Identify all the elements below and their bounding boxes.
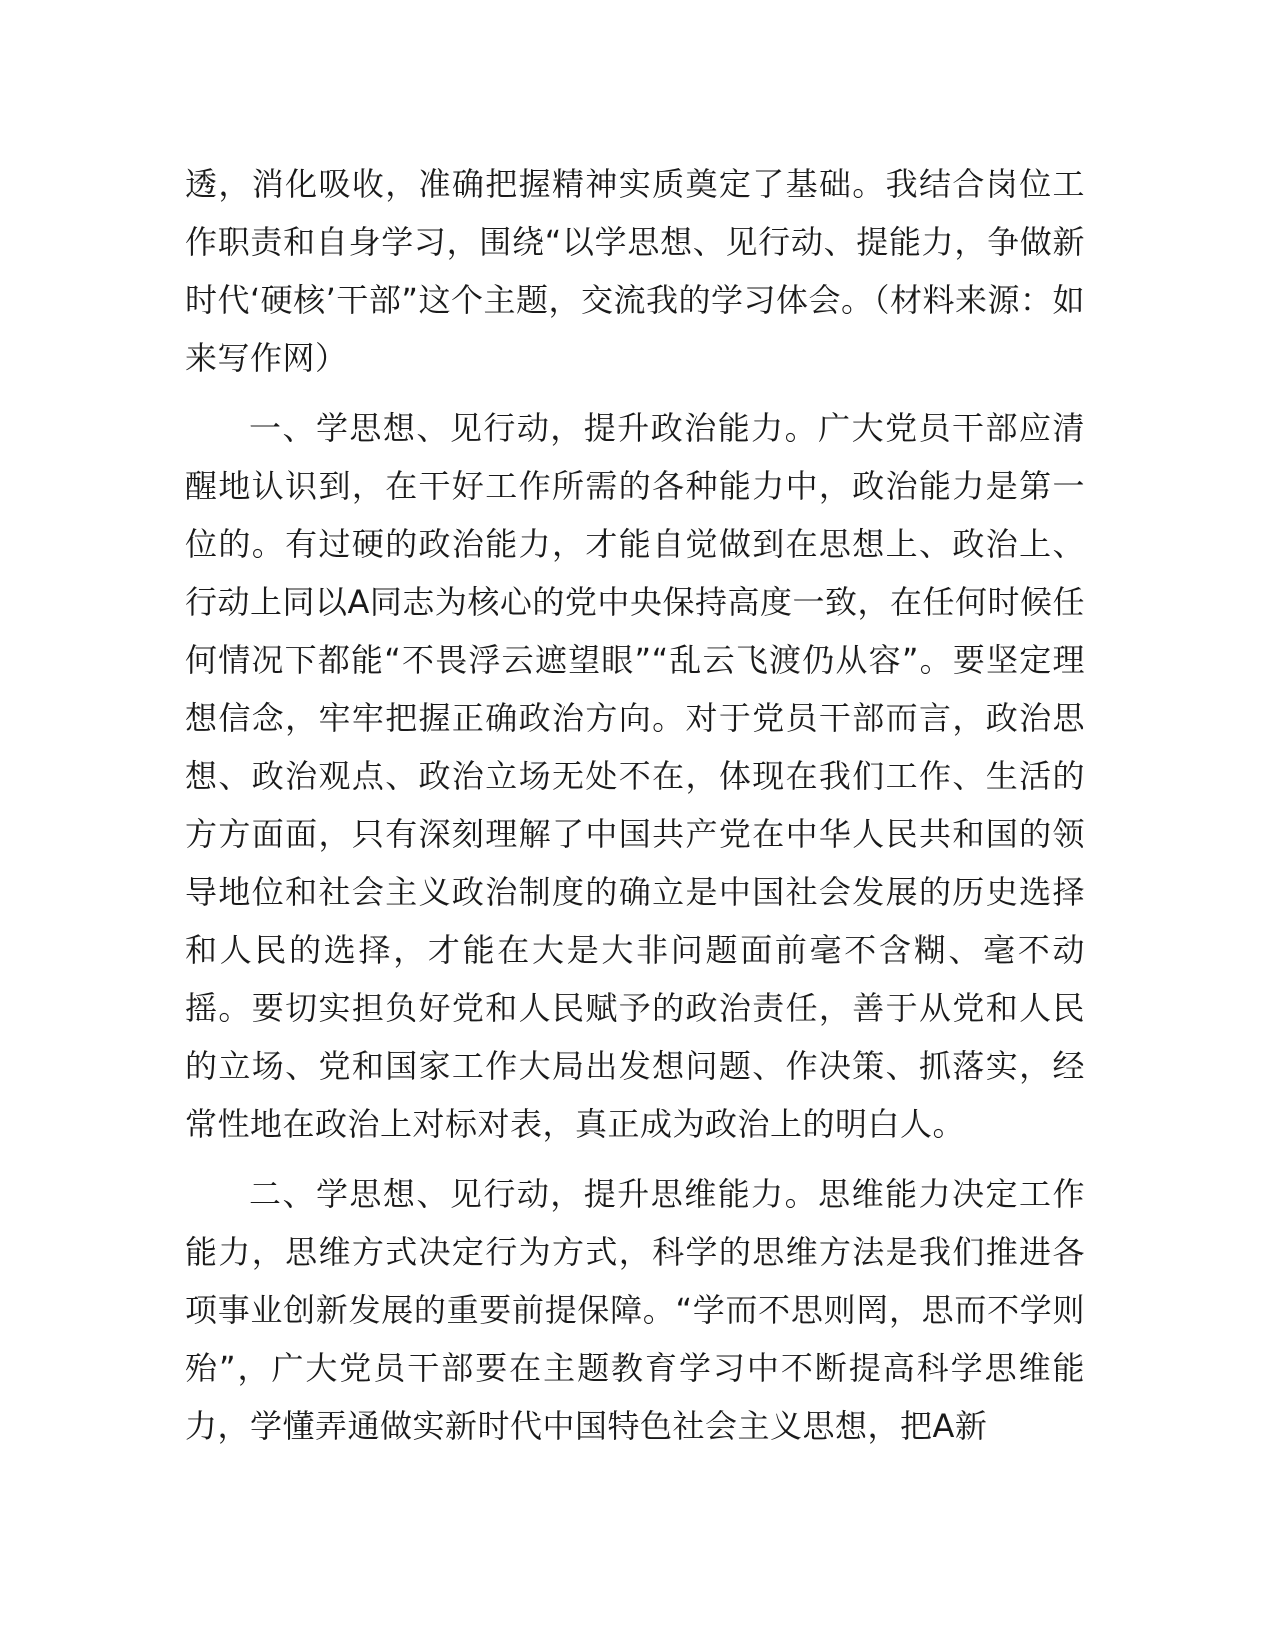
- paragraph-section-two: 二、学思想、见行动，提升思维能力。思维能力决定工作能力，思维方式决定行为方式，科学的思维方法是我们推进各项事业创新发展的重要前提保障。“学而不思则罔，思而不学则殆”，广大党员干部要在主题教育学习中不断提高科学思维能力，学懂弄通做实新时代中国特色社会主义思想，把A新: [185, 1175, 1085, 1445]
- document-body: [185, 155, 1085, 1467]
- paragraph-intro-continuation: 透，消化吸收，准确把握精神实质奠定了基础。我结合岗位工作职责和自身学习，围绕“以学思想、见行动、提能力，争做新时代‘硬核’干部”这个主题，交流我的学习体会。（材料来源：如来写作网）: [185, 165, 1085, 377]
- paragraph-section-one: 一、学思想、见行动，提升政治能力。广大党员干部应清醒地认识到，在干好工作所需的各种能力中，政治能力是第一位的。有过硬的政治能力，才能自觉做到在思想上、政治上、行动上同以A同志为核心的党中央保持高度一致，在任何时候任何情况下都能“不畏浮云遮望眼”“乱云飞渡仍从容”。要坚定理想信念，牢牢把握正确政治方向。对于党员干部而言，政治思想、政治观点、政治立场无处不在，体现在我们工作、生活的方方面面，只有深刻理解了中国共产党在中华人民共和国的领导地位和社会主义政治制度的确立是中国社会发展的历史选择和人民的选择，才能在大是大非问题面前毫不含糊、毫不动摇。要切实担负好党和人民赋予的政治责任，善于从党和人民的立场、党和国家工作大局出发想问题、作决策、抓落实，经常性地在政治上对标对表，真正成为政治上的明白人。: [185, 409, 1085, 1143]
